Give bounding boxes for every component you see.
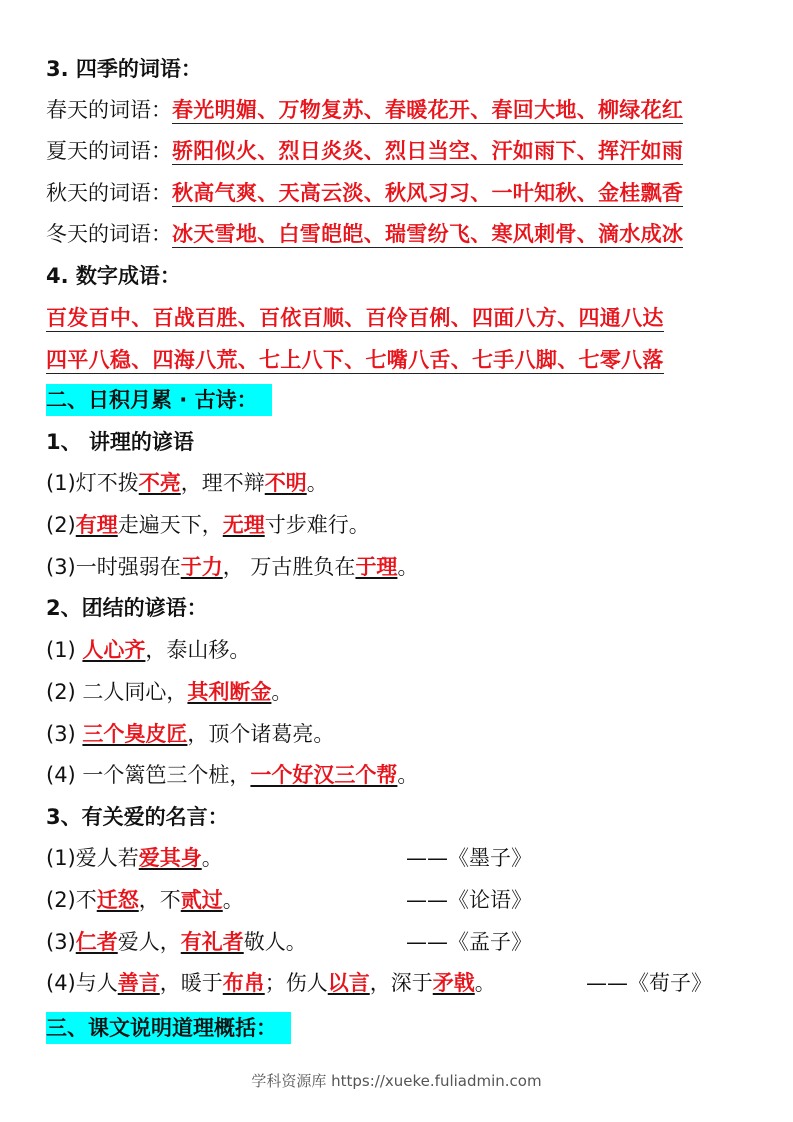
- answer-blank: 一个好汉三个帮: [250, 763, 398, 787]
- proverb-line: [46, 553, 418, 581]
- answer-blank: 人心齐: [82, 638, 146, 662]
- answer-blank: 善言: [117, 971, 160, 995]
- quote-line: [46, 886, 746, 914]
- proverb-text: (4) 一个篱笆三个桩，: [46, 763, 251, 787]
- number-idioms-row: [46, 304, 664, 332]
- answer-blank: 迁怒: [96, 888, 139, 912]
- proverb-text: (3)一时强弱在: [46, 555, 181, 579]
- quote-source: ——《论语》: [406, 888, 532, 912]
- proverb-text: 。: [271, 680, 293, 704]
- section-title-number-idioms: 4. 数字成语：: [46, 264, 181, 288]
- proverb-text: 。: [397, 763, 419, 787]
- quote-line: [46, 844, 746, 872]
- proverb-text: (1)灯不拨: [46, 471, 139, 495]
- section-heading-3: [46, 1014, 291, 1042]
- answer-blank: 有理: [75, 513, 118, 537]
- answer-blank: 三个臭皮匠: [82, 722, 188, 746]
- quote-text: 。: [222, 888, 244, 912]
- answer-blank: 不明: [264, 471, 307, 495]
- answer-blank: 贰过: [180, 888, 223, 912]
- quote-text: 。: [201, 846, 223, 870]
- subsection-title-love: 3、有关爱的名言：: [46, 805, 229, 829]
- proverb-line: [46, 511, 370, 539]
- quote-text: 。: [474, 971, 496, 995]
- answer-blank: 爱其身: [138, 846, 202, 870]
- proverb-line: [46, 636, 250, 664]
- proverb-text: ，泰山移。: [145, 638, 251, 662]
- answer-blank: 以言: [327, 971, 370, 995]
- quote-source: ——《荀子》: [586, 971, 712, 995]
- season-row-summer: [46, 137, 683, 165]
- proverb-text: 寸步难行。: [264, 513, 370, 537]
- quote-source: ——《墨子》: [406, 846, 532, 870]
- proverb-text: (1): [46, 638, 83, 662]
- quote-source: ——《孟子》: [406, 930, 532, 954]
- proverb-line: [46, 761, 418, 789]
- season-label: 冬天的词语：: [46, 222, 172, 246]
- section-heading-2: [46, 386, 272, 414]
- section-title-seasons: 3. 四季的词语：: [46, 57, 202, 81]
- proverb-text: 走遍天下，: [117, 513, 223, 537]
- quote-text: 爱人，: [117, 930, 181, 954]
- answer-blank: 于力: [180, 555, 223, 579]
- proverb-line: [46, 469, 328, 497]
- quote-text: (4)与人: [46, 971, 118, 995]
- season-words: 冰天雪地、白雪皑皑、瑞雪纷飞、寒风刺骨、滴水成冰: [172, 222, 684, 246]
- subsection-title-unity: 2、团结的谚语：: [46, 596, 208, 620]
- answer-blank: 矛戟: [432, 971, 475, 995]
- season-label: 夏天的词语：: [46, 139, 172, 163]
- quote-text: ，暖于: [159, 971, 223, 995]
- quote-text: (1)爱人若: [46, 846, 139, 870]
- proverb-text: (3): [46, 722, 83, 746]
- quote-text: (2)不: [46, 888, 97, 912]
- season-label: 秋天的词语：: [46, 181, 172, 205]
- quote-line: [46, 928, 746, 956]
- season-row-winter: [46, 220, 683, 248]
- section-heading-3-text: 三、课文说明道理概括：: [46, 1012, 291, 1044]
- quote-text: ；伤人: [264, 971, 328, 995]
- answer-blank: 其利断金: [187, 680, 272, 704]
- quote-text: (3): [46, 930, 76, 954]
- quote-text: 敬人。: [243, 930, 307, 954]
- proverb-text: ， 万古胜负在: [222, 555, 356, 579]
- season-row-autumn: [46, 179, 683, 207]
- section-heading-2-text: 二、日积月累 · 古诗：: [46, 384, 272, 416]
- answer-blank: 仁者: [75, 930, 118, 954]
- quote-line: [46, 969, 746, 997]
- proverb-line: [46, 720, 334, 748]
- season-words: 骄阳似火、烈日炎炎、烈日当空、汗如雨下、挥汗如雨: [172, 139, 684, 163]
- footer-watermark: 学科资源库 https://xueke.fuliadmin.com: [251, 1072, 542, 1090]
- season-words: 秋高气爽、天高云淡、秋风习习、一叶知秋、金桂飘香: [172, 181, 684, 205]
- season-row-spring: [46, 96, 683, 124]
- season-words: 春光明媚、万物复苏、春暖花开、春回大地、柳绿花红: [172, 98, 684, 122]
- subsection-title-reason: 1、 讲理的谚语: [46, 430, 194, 454]
- season-label: 春天的词语：: [46, 98, 172, 122]
- answer-blank: 不亮: [138, 471, 181, 495]
- answer-blank: 布帛: [222, 971, 265, 995]
- answer-blank: 于理: [355, 555, 398, 579]
- proverb-text: 。: [306, 471, 328, 495]
- number-idioms-row: [46, 346, 664, 374]
- proverb-text: ，顶个诸葛亮。: [187, 722, 335, 746]
- proverb-line: [46, 678, 292, 706]
- proverb-text: (2): [46, 513, 76, 537]
- proverb-text: ，理不辩: [180, 471, 265, 495]
- quote-text: ，不: [138, 888, 181, 912]
- answer-blank: 无理: [222, 513, 265, 537]
- proverb-text: 。: [397, 555, 419, 579]
- quote-text: ，深于: [369, 971, 433, 995]
- answer-blank: 有礼者: [180, 930, 244, 954]
- number-idioms-text: 百发百中、百战百胜、百依百顺、百伶百俐、四面八方、四通八达: [46, 306, 664, 330]
- number-idioms-text: 四平八稳、四海八荒、七上八下、七嘴八舌、七手八脚、七零八落: [46, 348, 664, 372]
- proverb-text: (2) 二人同心，: [46, 680, 188, 704]
